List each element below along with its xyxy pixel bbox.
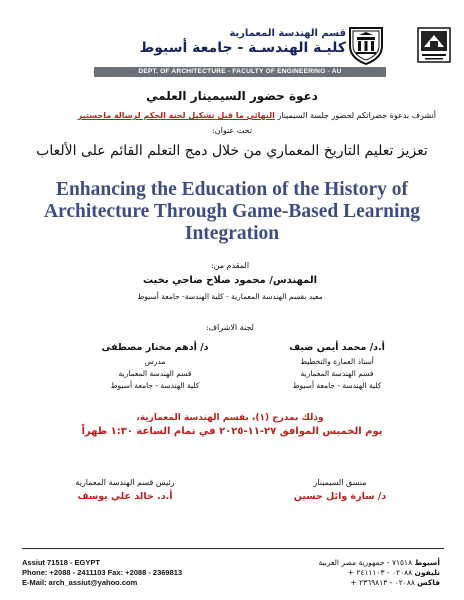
footer-contact-ar <box>270 558 440 588</box>
supervisor-2 <box>70 340 240 392</box>
footer-address-en: Assiut 71518 - EGYPT <box>22 558 100 567</box>
seminar-coordinator <box>255 476 425 504</box>
head-title: رئيس قسم الهندسة المعمارية <box>75 478 175 487</box>
supervisor-name: أ.د/ محمد أيمن ضيف <box>289 342 385 353</box>
invitation-line <box>26 111 436 120</box>
invitation-line-start: أتشرف بدعوة حضراتكم لحضور جلسة السيمينار <box>277 111 436 120</box>
invitation-line-highlight: النهائي ما قبل تشكيل لجنة الحكم لرسالة ماجستير <box>77 111 275 120</box>
thesis-title-en: Enhancing the Education of the History of Architecture Through Game-Based Learning Integration <box>43 179 421 244</box>
footer-contact-en <box>22 558 262 588</box>
footer-phone-ar <box>270 568 440 578</box>
supervisor-title: مدرس <box>144 357 166 366</box>
event-location: وذلك بمدرج (١)، بقسم الهندسة المعمارية، <box>136 413 324 423</box>
footer-email-en: E-Mail: arch_assiut@yahoo.com <box>22 578 138 587</box>
footer-phone-en: Phone: +2088 - 2411103 Fax: +2088 - 2369813 <box>22 568 183 577</box>
supervisor-title: أستاذ العمارة والتخطيط <box>300 357 374 366</box>
supervisor-department: قسم الهندسة المعمارية <box>118 369 192 378</box>
footer-address-ar <box>270 558 440 568</box>
department-banner: DEPT. OF ARCHITECTURE - FACULTY OF ENGINEERING - AU <box>94 67 386 77</box>
supervisor-1 <box>252 340 422 392</box>
invitation-title: دعوة حضور السيمينار العلمي <box>146 89 318 103</box>
coordinator-title: منسق السيمينار <box>313 478 367 487</box>
event-datetime: يوم الخميس الموافق ٢٧-١١-٢٠٢٥ في تمام الساعة ١:٣٠ ظهراً <box>81 426 383 437</box>
footer-fax-ar-key: فاكس <box>417 578 440 587</box>
supervision-label: لجنة الاشراف: <box>206 323 254 332</box>
faculty-name-ar: كليـة الهندسـة - جامعة أسيوط <box>139 40 346 56</box>
thesis-title-ar: تعزيز تعليم التاريخ المعماري من خلال دمج التعلم القائم على الألعاب <box>36 143 428 159</box>
department-name-ar: قسم الهندسة المعمارية <box>229 28 346 39</box>
presenter-role: معيد بقسم الهندسة المعمارية - كلية الهندسة- جامعة أسيوط <box>137 292 323 301</box>
department-head <box>40 476 210 504</box>
footer-address-ar-value: ٧١٥١٨ - جمهورية مصر العربية <box>318 558 413 567</box>
head-name: أ.د. خالد علي يوسف <box>77 491 173 502</box>
assiut-university-logo <box>346 24 386 66</box>
footer-address-ar-key: أسيوط <box>414 558 440 567</box>
presenter-label: المقدم من: <box>210 261 250 270</box>
coordinator-name: د/ سارة وائل حسين <box>293 491 387 502</box>
supervisor-department: قسم الهندسة المعمارية <box>300 369 374 378</box>
footer-fax-ar <box>270 578 440 588</box>
architecture-dept-logo <box>416 26 452 64</box>
footer-fax-ar-value: ٠٢٠٨٨ - ٢٣٦٩٨١٣ + <box>350 578 415 587</box>
presenter-name: المهندس/ محمود صلاح ضاحي بخيت <box>142 275 318 286</box>
footer-divider <box>22 548 444 549</box>
supervisor-faculty: كلية الهندسة - جامعة أسيوط <box>292 381 382 390</box>
footer-phone-ar-value: ٠٢٠٨٨ - ٢٤١١١٠٣ + <box>347 568 413 577</box>
supervisor-faculty: كلية الهندسة - جامعة أسيوط <box>110 381 200 390</box>
footer-phone-ar-key: تليفون <box>414 568 440 577</box>
supervisor-name: د/ أدهم مختار مصطفى <box>101 342 209 353</box>
under-title-label: تحت عنوان: <box>212 126 252 135</box>
